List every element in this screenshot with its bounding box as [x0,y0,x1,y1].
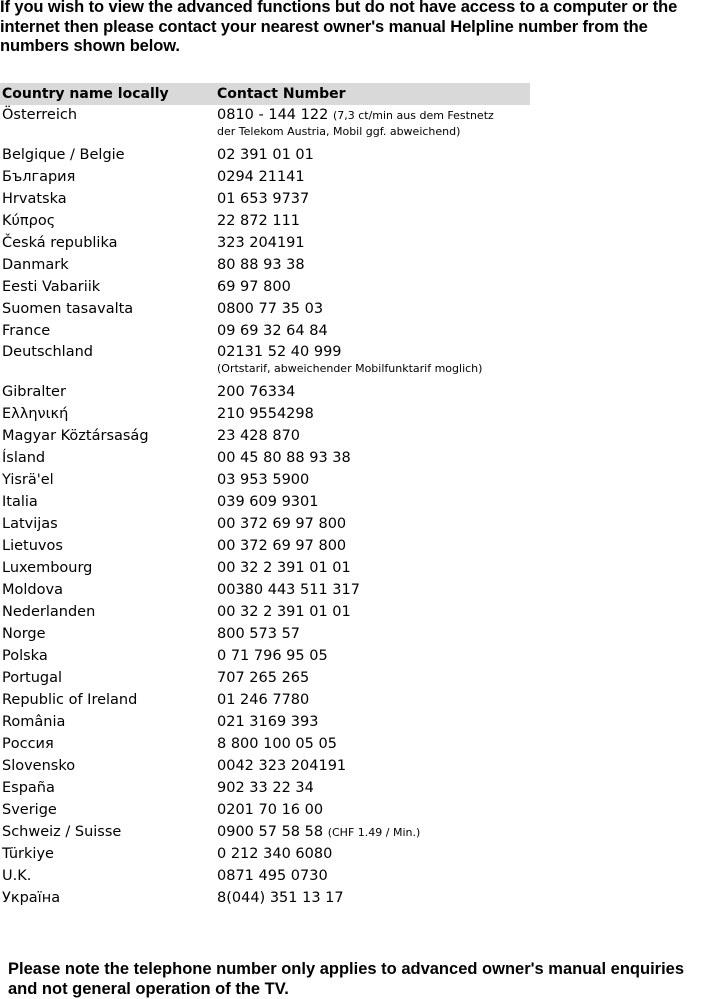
contact-number: 22 872 111 [217,213,301,229]
table-row [0,755,530,777]
country-name: Eesti Vabariik [2,279,101,295]
contact-cell [217,758,530,774]
contact-cell [217,384,530,400]
contact-cell [217,736,530,752]
contact-number: 00 372 69 97 800 [217,516,347,532]
table-row [0,188,530,210]
contact-cell [217,323,530,339]
country-name: България [2,169,76,185]
table-row [0,557,530,579]
table-row [0,403,530,425]
table-row [0,799,530,821]
tariff-note: (CHF 1.49 / Min.) [327,826,421,839]
table-row [0,667,530,689]
contact-number: 0042 323 204191 [217,758,347,774]
table-row [0,777,530,799]
table-row [0,887,530,909]
table-row [0,276,530,298]
table-row [0,105,530,144]
country-name: France [2,323,51,339]
table-header [0,83,530,105]
contact-number: 00 32 2 391 01 01 [217,604,351,620]
country-name: Schweiz / Suisse [2,824,122,840]
country-name: Türkiye [2,846,54,862]
table-row [0,254,530,276]
country-name: Danmark [2,257,69,273]
contact-cell [217,279,530,295]
contact-cell [217,780,530,796]
contact-number: 01 653 9737 [217,191,310,207]
tariff-note-line: der Telekom Austria, Mobil ggf. abweichend) [217,125,461,138]
contact-cell [217,604,530,620]
country-name: España [2,780,55,796]
table-row [0,469,530,491]
country-name: Κύπρος [2,213,56,229]
country-name: Yisrä'el [2,472,54,488]
contact-cell [217,714,530,730]
country-name: Hrvatska [2,191,67,207]
table-row [0,320,530,342]
country-name: Republic of Ireland [2,692,138,708]
contact-number: 0 71 796 95 05 [217,648,328,664]
table-row [0,733,530,755]
country-name: Sverige [2,802,57,818]
country-name: Magyar Köztársaság [2,428,149,444]
contact-cell [217,846,530,862]
contact-number: 0 212 340 6080 [217,846,333,862]
contact-cell [217,802,530,818]
country-name: Portugal [2,670,63,686]
contact-cell [217,147,530,163]
country-name: Россия [2,736,54,752]
contact-cell [217,626,530,642]
contact-number: 0294 21141 [217,169,305,185]
contact-number: 800 573 57 [217,626,301,642]
contact-cell [217,472,530,488]
country-name: U.K. [2,868,32,884]
country-name: Gibralter [2,384,66,400]
contact-cell [217,538,530,554]
contact-cell [217,169,530,185]
country-name: Україна [2,890,61,906]
country-name: România [2,714,66,730]
contact-number: 00380 443 511 317 [217,582,360,598]
contact-number: 323 204191 [217,235,305,251]
contact-cell [217,450,530,466]
table-row [0,623,530,645]
contact-cell [217,494,530,510]
contact-number: 8 800 100 05 05 [217,736,337,752]
contact-column-header: Contact Number [217,86,346,102]
contact-number: 0800 77 35 03 [217,301,324,317]
table-row [0,645,530,667]
contact-number: 69 97 800 [217,279,291,295]
contact-cell [217,235,530,251]
contact-cell [217,301,530,317]
country-name: Italia [2,494,38,510]
country-name: Slovensko [2,758,76,774]
country-column-header: Country name locally [2,86,169,102]
table-row [0,535,530,557]
country-name: Ελληνική [2,406,69,422]
country-name: Ísland [2,450,46,466]
country-name: Suomen tasavalta [2,301,134,317]
country-name: Deutschland [2,344,93,360]
contact-number: 00 372 69 97 800 [217,538,347,554]
contact-number: 0900 57 58 58 [217,824,324,840]
table-row [0,447,530,469]
intro-paragraph: If you wish to view the advanced functions but do not have access to a computer or the internet then please contact your nearest owner's manual Helpline number from the numbers shown below. [0,0,678,55]
contact-number: 902 33 22 34 [217,780,314,796]
contact-cell [217,692,530,708]
helpline-table [0,83,530,909]
contact-cell [217,824,530,840]
contact-cell [217,868,530,884]
table-row [0,210,530,232]
contact-cell [217,428,530,444]
contact-number: 0810 - 144 122 [217,107,329,123]
contact-number: 00 32 2 391 01 01 [217,560,351,576]
country-name: Polska [2,648,48,664]
contact-number: 80 88 93 38 [217,257,305,273]
country-name: Česká republika [2,235,118,251]
contact-number: 0871 495 0730 [217,868,328,884]
contact-cell [217,342,530,377]
contact-number: 021 3169 393 [217,714,319,730]
contact-number: 01 246 7780 [217,692,310,708]
contact-cell [217,406,530,422]
contact-number: 00 45 80 88 93 38 [217,450,351,466]
tariff-note: (7,3 ct/min aus dem Festnetz [332,109,494,122]
table-row [0,232,530,254]
contact-number: 23 428 870 [217,428,301,444]
table-body [0,105,530,909]
contact-cell [217,582,530,598]
country-name: Norge [2,626,46,642]
country-name: Latvijas [2,516,58,532]
contact-number: 8(044) 351 13 17 [217,890,344,906]
country-name: Lietuvos [2,538,63,554]
table-row [0,513,530,535]
country-name: Österreich [2,107,78,123]
table-row [0,601,530,623]
contact-cell [217,560,530,576]
table-row [0,342,530,381]
contact-number: 02131 52 40 999 [217,344,342,360]
table-row [0,711,530,733]
contact-number: 0201 70 16 00 [217,802,324,818]
table-row [0,821,530,843]
tariff-note-line: (Ortstarif, abweichender Mobilfunktarif moglich) [217,362,483,375]
contact-cell [217,191,530,207]
country-name: Luxembourg [2,560,93,576]
table-row [0,689,530,711]
contact-number: 200 76334 [217,384,296,400]
table-row [0,843,530,865]
table-row [0,865,530,887]
country-name: Nederlanden [2,604,96,620]
contact-number: 707 265 265 [217,670,310,686]
contact-cell [217,890,530,906]
contact-number: 210 9554298 [217,406,314,422]
footer-note: Please note the telephone number only applies to advanced owner's manual enquiries and not general operation of the TV. [8,960,685,998]
table-row [0,491,530,513]
table-row [0,144,530,166]
table-row [0,166,530,188]
table-row [0,381,530,403]
contact-number: 039 609 9301 [217,494,319,510]
contact-cell [217,213,530,229]
contact-cell [217,516,530,532]
country-name: Belgique / Belgie [2,147,125,163]
contact-cell [217,670,530,686]
contact-cell [217,257,530,273]
table-row [0,298,530,320]
table-row [0,579,530,601]
contact-number: 02 391 01 01 [217,147,314,163]
contact-cell [217,105,530,140]
contact-number: 03 953 5900 [217,472,310,488]
contact-number: 09 69 32 64 84 [217,323,328,339]
country-name: Moldova [2,582,63,598]
contact-cell [217,648,530,664]
table-row [0,425,530,447]
